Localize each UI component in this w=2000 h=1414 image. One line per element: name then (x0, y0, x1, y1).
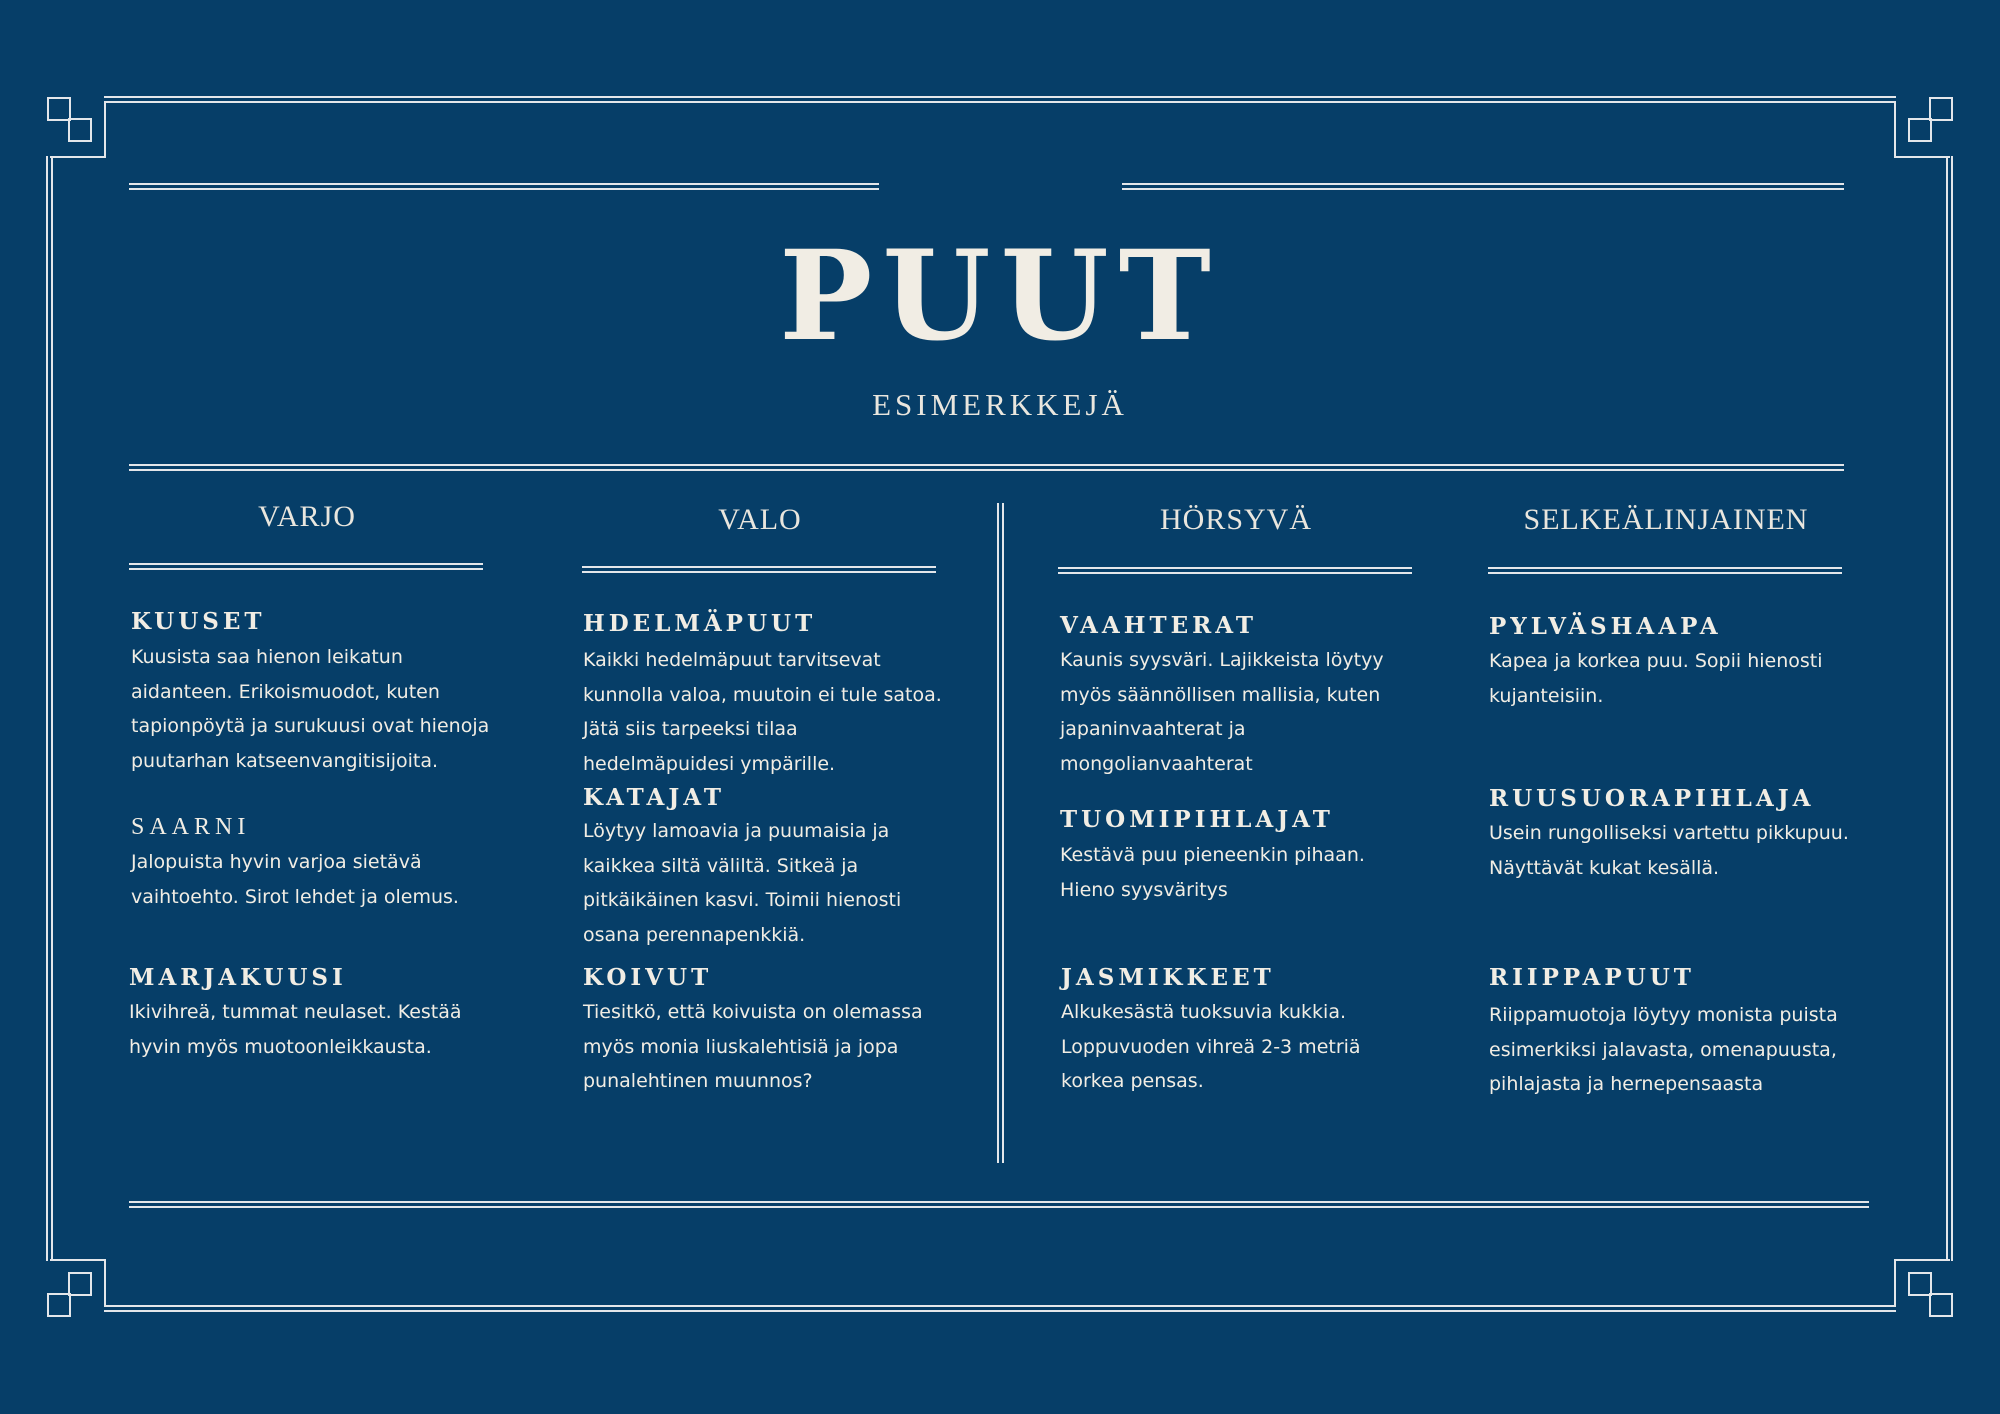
item-title: RIIPPAPUUT (1489, 964, 1695, 991)
frame-connector (1894, 156, 1950, 158)
column-heading: VARJO (258, 500, 356, 533)
corner-ornament-square (68, 118, 92, 142)
corner-ornament-square (1929, 1293, 1953, 1317)
item-title: HDELMÄPUUT (583, 610, 817, 637)
frame-connector (1894, 1259, 1950, 1261)
item-description: Riippamuotoja löytyy monista puista esimerkiksi jalavasta, omenapuusta, pihlajasta ja hernepensaasta (1489, 1004, 1838, 1095)
column-heading: VALO (718, 503, 802, 536)
column-heading: SELKEÄLINJAINEN (1523, 503, 1809, 536)
column-heading: HÖRSYVÄ (1159, 503, 1313, 536)
item-description: Ikivihreä, tummat neulaset. Kestää hyvin myös muotoonleikkausta. (129, 1001, 462, 1058)
frame-connector (1894, 103, 1896, 158)
column-heading-underline (1488, 567, 1842, 574)
frame-top-line (104, 96, 1896, 103)
item-title: PYLVÄSHAAPA (1489, 613, 1722, 640)
frame-connector (1894, 1259, 1896, 1307)
item-title: SAARNI (131, 814, 251, 840)
item-description: Löytyy lamoavia ja puumaisia ja kaikkea siltä väliltä. Sitkeä ja pitkäikäinen kasvi. Toimii hienosti osana perennapenkkiä. (583, 820, 902, 946)
item-title: RUUSUORAPIHLAJA (1489, 785, 1815, 812)
item-description: Alkukesästä tuoksuvia kukkia. Loppuvuoden vihreä 2-3 metriä korkea pensas. (1061, 1001, 1361, 1092)
item-description: Kuusista saa hienon leikatun aidanteen. Erikoismuodot, kuten tapionpöytä ja surukuusi ovat hienoja puutarhan katseenvangitisijoita. (131, 646, 490, 772)
item-description: Kaikki hedelmäpuut tarvitsevat kunnolla valoa, muutoin ei tule satoa. Jätä siis tarpeeksi tilaa hedelmäpuidesi ympärille. (583, 649, 942, 775)
column-heading-underline (1058, 567, 1412, 574)
item-title: VAAHTERAT (1060, 612, 1257, 639)
frame-connector (104, 1259, 106, 1307)
item-title: TUOMIPIHLAJAT (1060, 806, 1334, 833)
section-divider-top (129, 464, 1844, 471)
column-divider-vertical (997, 503, 1004, 1163)
frame-connector (50, 1259, 106, 1261)
corner-ornament-square (1908, 118, 1932, 142)
item-title: KUUSET (131, 608, 266, 635)
page-subtitle: ESIMERKKEJÄ (872, 387, 1128, 422)
item-title: KOIVUT (583, 964, 713, 991)
column-heading-underline (129, 563, 483, 570)
header-divider-left (129, 183, 879, 190)
item-description: Jalopuista hyvin varjoa sietävä vaihtoehto. Sirot lehdet ja olemus. (131, 851, 459, 908)
item-title: JASMIKKEET (1061, 964, 1275, 991)
frame-bottom-line (104, 1305, 1896, 1312)
item-description: Tiesitkö, että koivuista on olemassa myös monia liuskalehtisiä ja jopa punalehtinen muunnos? (583, 1001, 923, 1092)
item-title: MARJAKUUSI (129, 964, 347, 991)
item-description: Usein rungolliseksi vartettu pikkupuu. Näyttävät kukat kesällä. (1489, 822, 1849, 879)
column-heading-underline (582, 566, 936, 573)
frame-connector (50, 156, 106, 158)
corner-ornament-square (1929, 97, 1953, 121)
item-description: Kaunis syysväri. Lajikkeista löytyy myös säännöllisen mallisia, kuten japaninvaahterat ja mongolianvaahterat (1060, 649, 1384, 775)
corner-ornament-square (47, 1293, 71, 1317)
frame-connector (104, 103, 106, 158)
item-description: Kapea ja korkea puu. Sopii hienosti kujanteisiin. (1489, 650, 1823, 707)
section-divider-bottom (129, 1201, 1869, 1208)
page-title: PUUT (779, 224, 1221, 369)
header-divider-right (1122, 183, 1844, 190)
corner-ornament-square (68, 1272, 92, 1296)
item-title: KATAJAT (583, 784, 725, 811)
item-description: Kestävä puu pieneenkin pihaan. Hieno syysväritys (1060, 844, 1365, 901)
